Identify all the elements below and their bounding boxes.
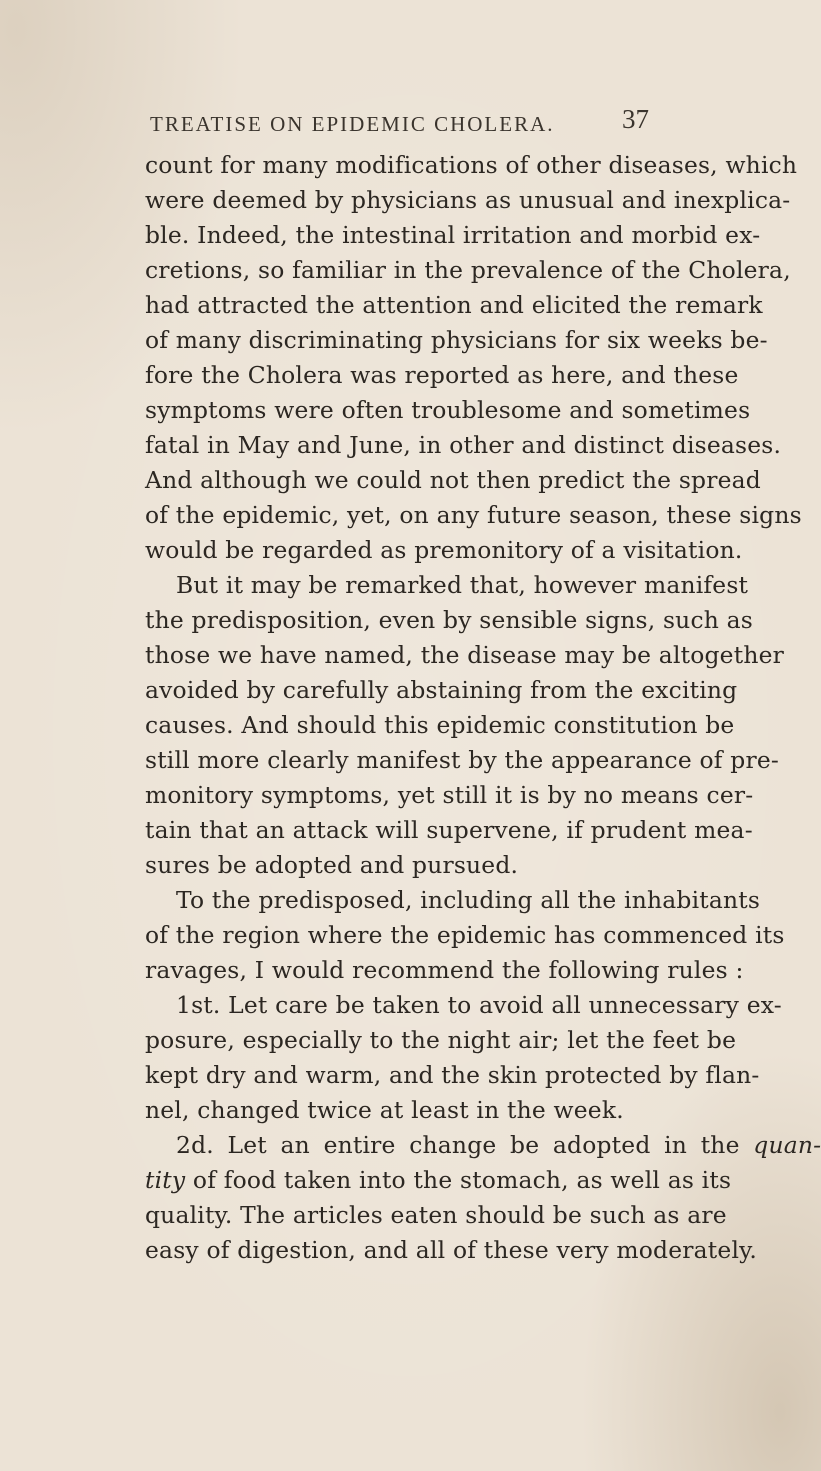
text-line: sures be adopted and pursued. (145, 851, 519, 879)
text-line: of many discriminating physicians for six weeks be- (145, 326, 768, 354)
text-line: But it may be remarked that, however manifest (176, 571, 749, 599)
text-line: causes. And should this epidemic constitution be (145, 711, 735, 739)
text-line: easy of digestion, and all of these very moderately. (145, 1236, 758, 1264)
text-line-plain: 2d. Let an entire change be adopted in the (176, 1131, 754, 1159)
text-line: To the predisposed, including all the inhabitants (176, 886, 761, 914)
text-line: count for many modifications of other diseases, which (145, 151, 798, 179)
text-line: were deemed by physicians as unusual and inexplica- (145, 186, 791, 214)
text-line: symptoms were often troublesome and sometimes (145, 396, 751, 424)
text-line: would be regarded as premonitory of a visitation. (145, 536, 743, 564)
page-number: 37 (622, 104, 649, 134)
text-line: those we have named, the disease may be altogether (145, 641, 785, 669)
text-line: tain that an attack will supervene, if prudent mea- (145, 816, 753, 844)
text-line: And although we could not then predict the spread (145, 466, 761, 494)
text-line: nel, changed twice at least in the week. (145, 1096, 624, 1124)
text-line: quality. The articles eaten should be such as are (145, 1201, 727, 1229)
text-line: still more clearly manifest by the appearance of pre- (145, 746, 779, 774)
text-line: posure, especially to the night air; let the feet be (145, 1026, 737, 1054)
text-line: had attracted the attention and elicited the remark (145, 291, 763, 319)
text-line: fatal in May and June, in other and distinct diseases. (145, 431, 782, 459)
text-line: avoided by carefully abstaining from the exciting (145, 676, 738, 704)
text-line (176, 1127, 821, 1163)
running-head: TREATISE ON EPIDEMIC CHOLERA. (150, 112, 555, 136)
text-line: of the region where the epidemic has commenced its (145, 921, 785, 949)
text-line: monitory symptoms, yet still it is by no means cer- (145, 781, 754, 809)
italic-word: quan- (753, 1131, 821, 1159)
text-line: cretions, so familiar in the prevalence of the Cholera, (145, 256, 791, 284)
text-line-plain: of food taken into the stomach, as well as its (185, 1166, 732, 1194)
text-line: 1st. Let care be taken to avoid all unnecessary ex- (176, 991, 782, 1019)
text-line: fore the Cholera was reported as here, and these (145, 361, 739, 389)
text-line: ravages, I would recommend the following rules : (145, 956, 744, 984)
italic-word: tity (145, 1166, 186, 1194)
text-line: the predisposition, even by sensible signs, such as (145, 606, 753, 634)
text-line: kept dry and warm, and the skin protected by flan- (145, 1061, 760, 1089)
text-line (145, 1162, 732, 1198)
text-line: ble. Indeed, the intestinal irritation and morbid ex- (145, 221, 761, 249)
text-line: of the epidemic, yet, on any future season, these signs (145, 501, 802, 529)
